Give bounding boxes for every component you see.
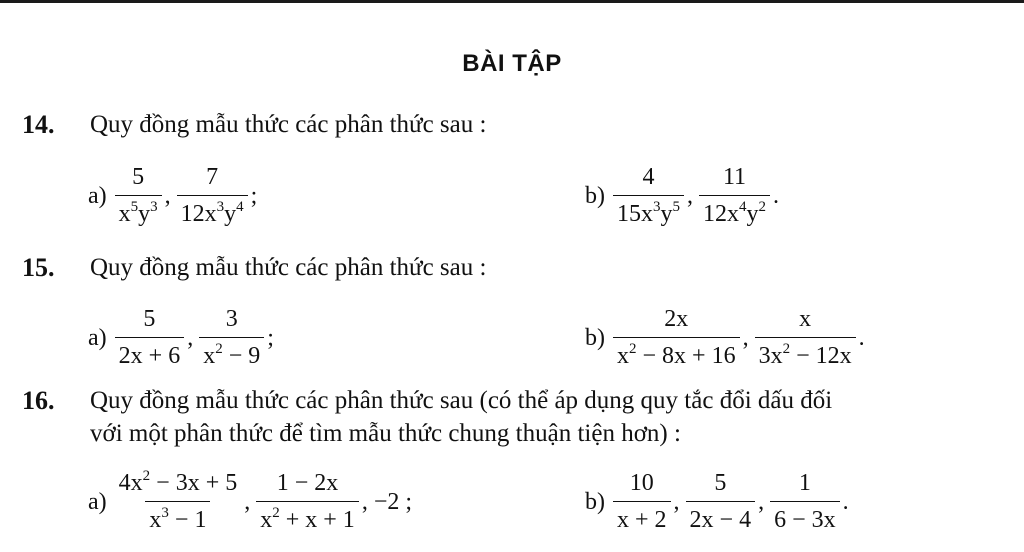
separator: , −2 ; bbox=[361, 488, 413, 515]
problem-14-part-a bbox=[88, 158, 261, 234]
numerator: x bbox=[799, 306, 812, 332]
part-label: a) bbox=[88, 324, 107, 351]
fraction bbox=[256, 469, 359, 535]
fraction bbox=[699, 163, 770, 229]
top-border bbox=[0, 0, 1024, 3]
problem-16-part-b bbox=[585, 464, 853, 540]
fraction bbox=[613, 305, 740, 371]
problem-prompt-continued: với một phân thức để tìm mẫu thức chung thuận tiện hơn) : bbox=[90, 420, 681, 447]
page-title: BÀI TẬP bbox=[462, 50, 562, 77]
fraction bbox=[686, 469, 756, 535]
problem-number: 15. bbox=[22, 253, 55, 282]
problem-16-part-a bbox=[88, 464, 416, 540]
separator: ; bbox=[267, 324, 274, 351]
numerator: $4x^2 - 3x + 5$ bbox=[118, 468, 238, 496]
separator: , bbox=[742, 324, 749, 351]
numerator: 7 bbox=[206, 164, 219, 190]
separator: , bbox=[673, 488, 680, 515]
numerator: 2x bbox=[664, 306, 689, 332]
denominator: $15x^3y^5$ bbox=[613, 195, 684, 229]
fraction bbox=[770, 469, 840, 535]
numerator: 5 bbox=[132, 164, 145, 190]
separator: . bbox=[842, 488, 849, 515]
problem-prompt: Quy đồng mẫu thức các phân thức sau : bbox=[90, 254, 487, 281]
denominator: 2x − 4 bbox=[686, 501, 756, 535]
problem-15-part-a bbox=[88, 300, 278, 376]
part-label: b) bbox=[585, 488, 605, 515]
problem-14-part-b bbox=[585, 158, 783, 234]
part-label: b) bbox=[585, 182, 605, 209]
separator: , bbox=[687, 182, 693, 209]
fraction bbox=[199, 305, 264, 371]
numerator: 4 bbox=[642, 164, 655, 190]
separator: . bbox=[858, 324, 865, 351]
part-label: a) bbox=[88, 182, 107, 209]
separator: , bbox=[758, 488, 765, 515]
numerator: 11 bbox=[722, 164, 747, 190]
separator: . bbox=[773, 182, 779, 209]
denominator: $x^2 - 9$ bbox=[199, 337, 264, 371]
numerator: 5 bbox=[714, 470, 727, 496]
problem-number: 16. bbox=[22, 386, 55, 415]
part-label: a) bbox=[88, 488, 107, 515]
denominator: $12x^4y^2$ bbox=[699, 195, 770, 229]
fraction bbox=[613, 469, 671, 535]
denominator: $x^2 - 8x + 16$ bbox=[613, 337, 740, 371]
fraction bbox=[755, 305, 856, 371]
denominator: x + 2 bbox=[613, 501, 671, 535]
denominator: $x^5y^3$ bbox=[115, 195, 162, 229]
numerator: 10 bbox=[629, 470, 654, 496]
fraction bbox=[177, 163, 248, 229]
denominator: $x^3 - 1$ bbox=[145, 501, 210, 535]
fraction bbox=[115, 163, 162, 229]
fraction bbox=[115, 305, 185, 371]
denominator: 6 − 3x bbox=[770, 501, 840, 535]
problem-prompt: Quy đồng mẫu thức các phân thức sau : bbox=[90, 111, 487, 138]
problem-number: 14. bbox=[22, 110, 55, 139]
denominator: $x^2 + x + 1$ bbox=[256, 501, 359, 535]
denominator: $12x^3y^4$ bbox=[177, 195, 248, 229]
numerator: 1 − 2x bbox=[276, 470, 339, 496]
fraction bbox=[613, 163, 684, 229]
problem-15-part-b bbox=[585, 300, 869, 376]
fraction bbox=[115, 469, 242, 535]
numerator: 3 bbox=[225, 306, 238, 332]
denominator: 2x + 6 bbox=[115, 337, 185, 371]
separator: , bbox=[164, 182, 171, 209]
part-label: b) bbox=[585, 324, 605, 351]
separator: , bbox=[187, 324, 194, 351]
problem-prompt: Quy đồng mẫu thức các phân thức sau (có thể áp dụng quy tắc đổi dấu đối bbox=[90, 387, 833, 414]
denominator: $3x^2 - 12x$ bbox=[755, 337, 856, 371]
separator: , bbox=[244, 488, 251, 515]
numerator: 1 bbox=[798, 470, 811, 496]
separator: ; bbox=[250, 182, 258, 209]
numerator: 5 bbox=[143, 306, 156, 332]
